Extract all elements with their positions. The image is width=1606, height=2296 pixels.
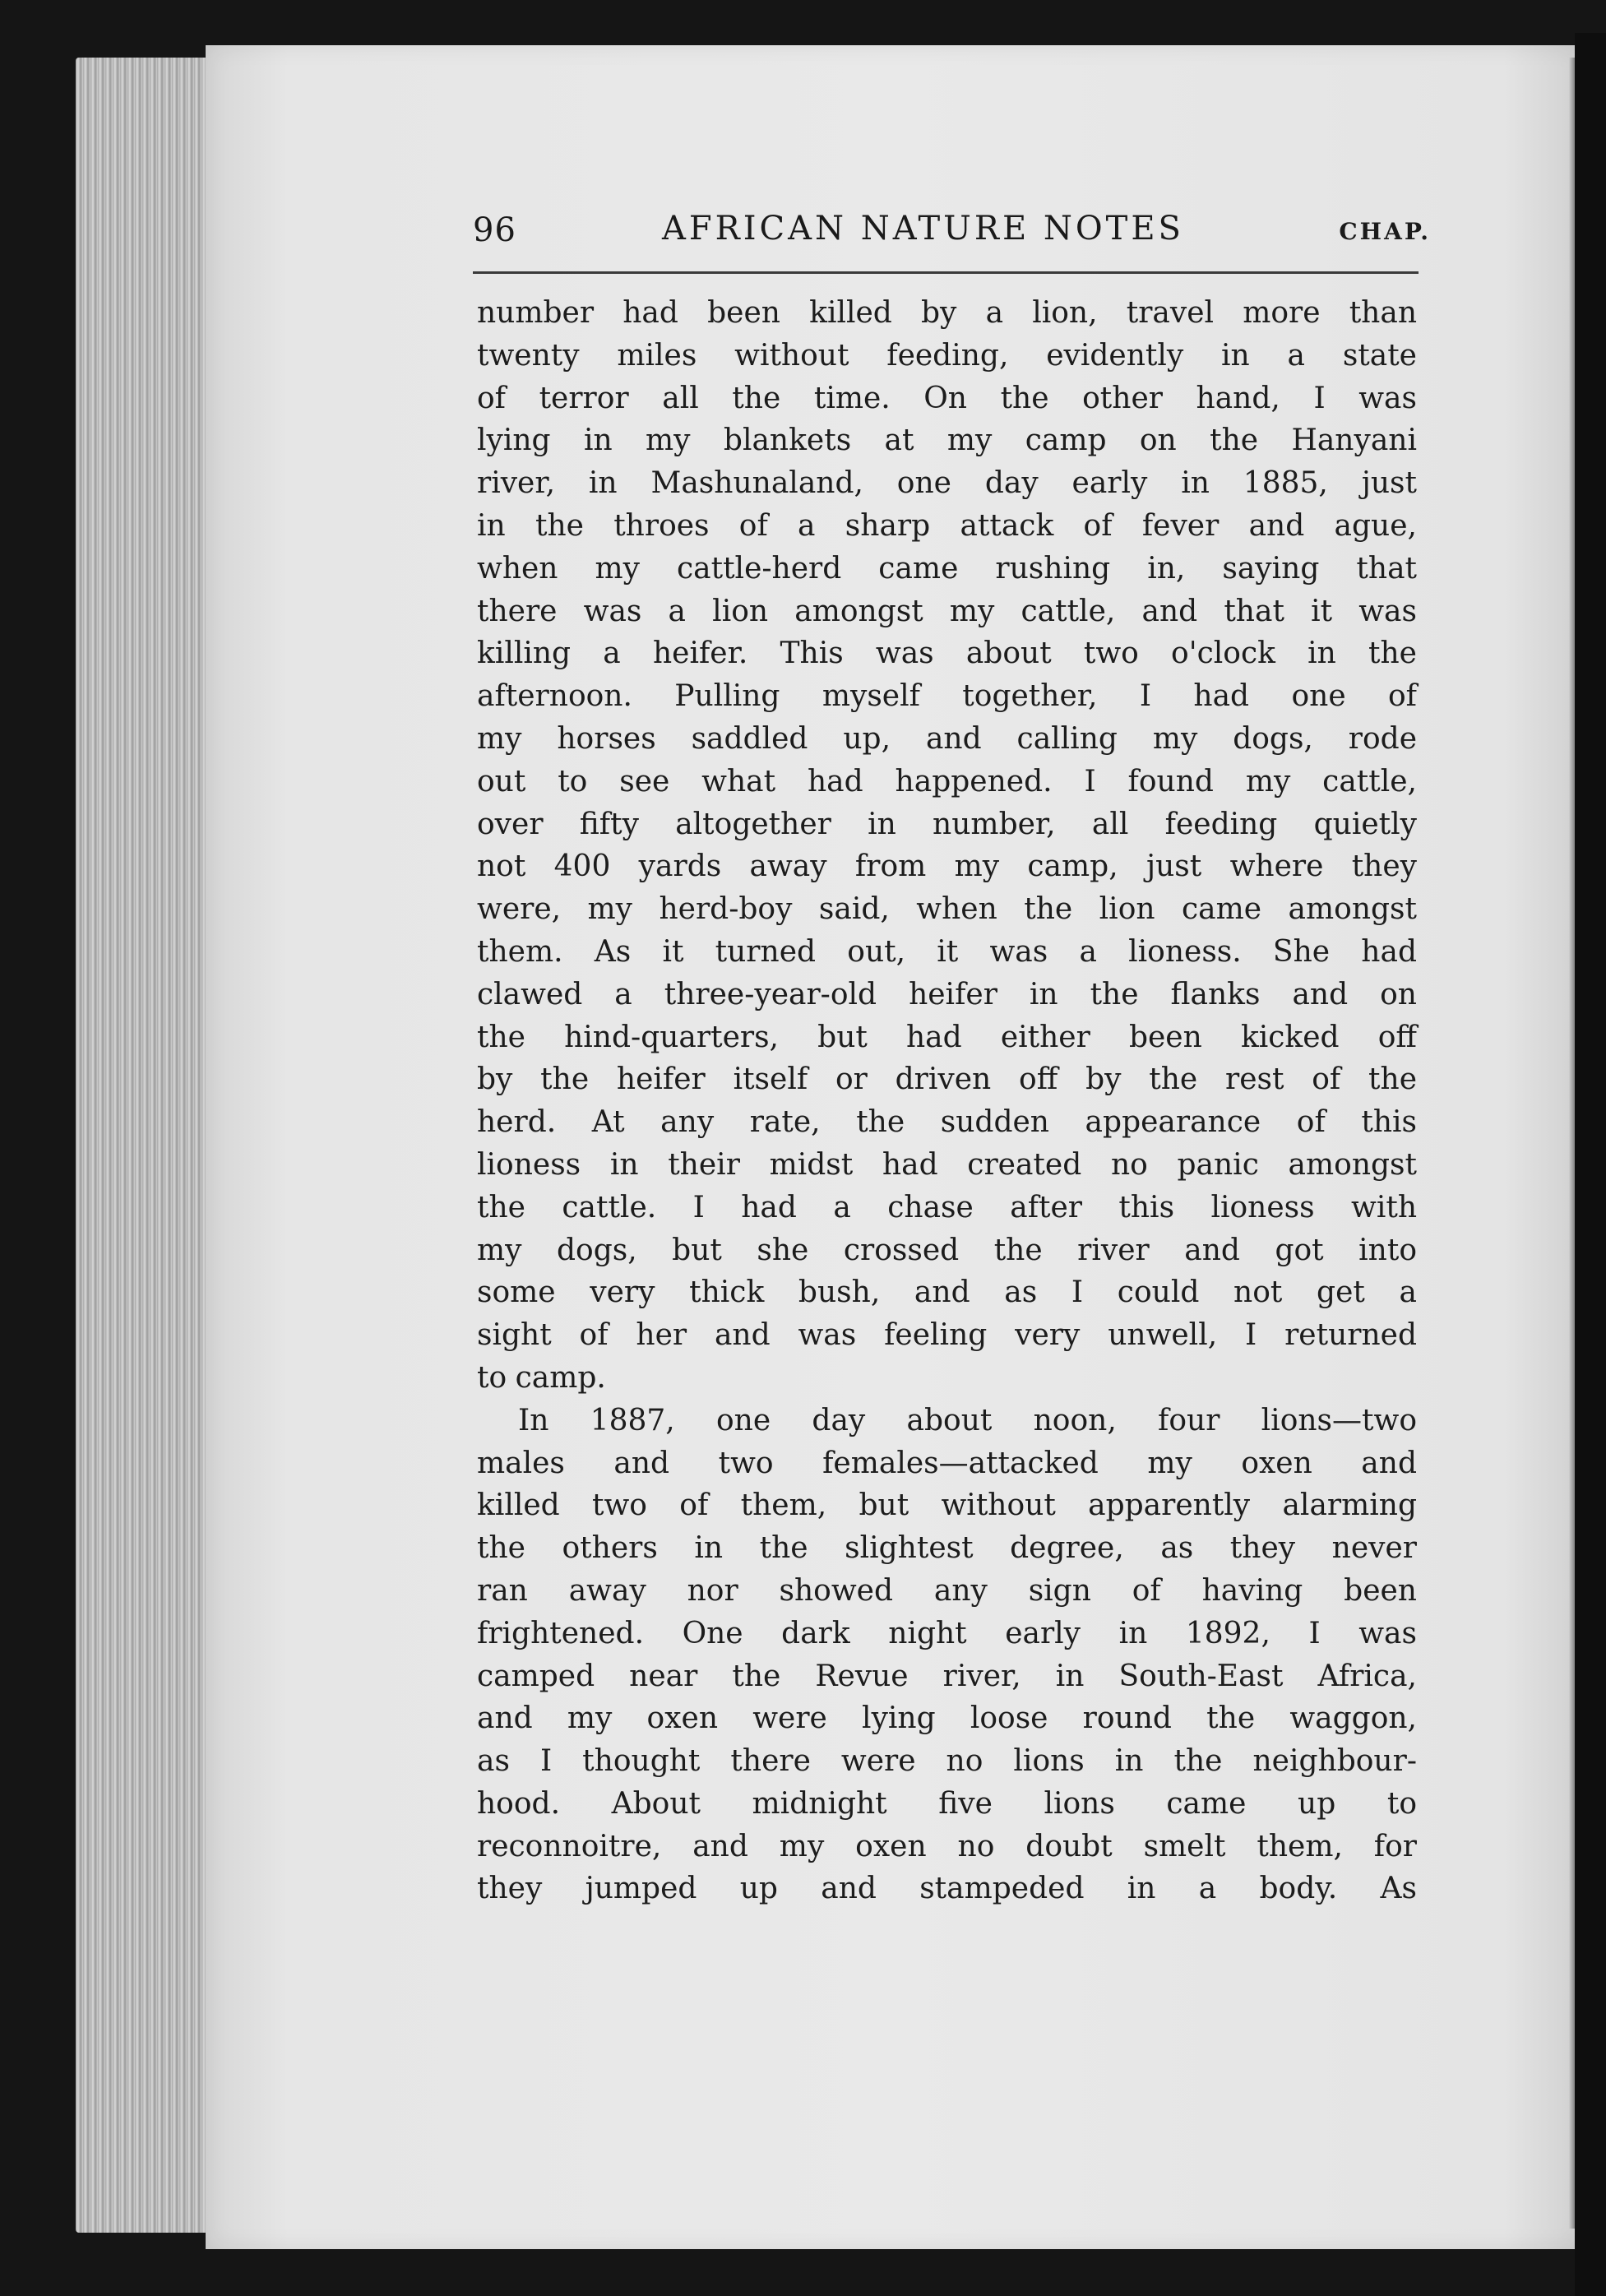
- text-line: males and two females—attacked my oxen and: [477, 1446, 1417, 1480]
- header-rule: [473, 271, 1419, 274]
- text-line: some very thick bush, and as I could not get a: [477, 1275, 1417, 1310]
- text-line: of terror all the time. On the other hand, I was: [477, 381, 1417, 415]
- text-line: and my oxen were lying loose round the waggon,: [477, 1701, 1417, 1736]
- text-line: they jumped up and stampeded in a body. As: [477, 1872, 1417, 1906]
- text-line: my dogs, but she crossed the river and got into: [477, 1233, 1417, 1267]
- text-line: to camp.: [477, 1360, 606, 1395]
- text-line: frightened. One dark night early in 1892, I was: [477, 1616, 1417, 1650]
- text-line: the hind-quarters, but had either been kicked off: [477, 1020, 1417, 1054]
- text-line: in the throes of a sharp attack of fever and ague,: [477, 508, 1417, 543]
- text-line: In 1887, one day about noon, four lions—two: [518, 1403, 1417, 1437]
- text-line: out to see what had happened. I found my cattle,: [477, 764, 1417, 799]
- text-line: killing a heifer. This was about two o'clock in the: [477, 636, 1417, 671]
- chapter-label: CHAP.: [1339, 218, 1431, 245]
- text-line: them. As it turned out, it was a lioness. She had: [477, 934, 1417, 969]
- text-line: as I thought there were no lions in the neighbour-: [477, 1744, 1417, 1779]
- text-line: when my cattle-herd came rushing in, saying that: [477, 551, 1417, 586]
- text-line: over fifty altogether in number, all feeding quietly: [477, 807, 1417, 841]
- text-line: ran away nor showed any sign of having been: [477, 1573, 1417, 1608]
- text-line: lying in my blankets at my camp on the Hanyani: [477, 424, 1417, 458]
- running-head: AFRICAN NATURE NOTES: [662, 210, 1184, 248]
- text-line: my horses saddled up, and calling my dogs, rode: [477, 721, 1417, 756]
- text-line: hood. About midnight five lions came up to: [477, 1786, 1417, 1821]
- text-line: camped near the Revue river, in South-East Africa,: [477, 1659, 1417, 1693]
- page-number: 96: [473, 211, 516, 249]
- text-line: afternoon. Pulling myself together, I had one of: [477, 679, 1417, 714]
- text-line: river, in Mashunaland, one day early in 1885, just: [477, 466, 1417, 501]
- text-line: sight of her and was feeling very unwell, I returned: [477, 1318, 1417, 1353]
- text-line: not 400 yards away from my camp, just where they: [477, 849, 1417, 884]
- text-line: killed two of them, but without apparently alarming: [477, 1488, 1417, 1523]
- text-line: twenty miles without feeding, evidently in a state: [477, 338, 1417, 373]
- text-line: number had been killed by a lion, travel more than: [477, 296, 1417, 330]
- text-line: were, my herd-boy said, when the lion came amongst: [477, 892, 1417, 927]
- text-line: reconnoitre, and my oxen no doubt smelt them, for: [477, 1829, 1417, 1863]
- text-line: clawed a three-year-old heifer in the flanks and on: [477, 977, 1417, 1011]
- text-line: herd. At any rate, the sudden appearance of this: [477, 1105, 1417, 1140]
- text-line: the cattle. I had a chase after this lioness with: [477, 1190, 1417, 1224]
- page-header: [473, 210, 1431, 267]
- binding-gutter: [1575, 33, 1606, 2296]
- text-line: the others in the slightest degree, as they never: [477, 1531, 1417, 1566]
- text-line: lioness in their midst had created no panic amongst: [477, 1147, 1417, 1182]
- text-line: by the heifer itself or driven off by the rest of the: [477, 1062, 1417, 1097]
- text-line: there was a lion amongst my cattle, and that it was: [477, 594, 1417, 628]
- body-text: [477, 292, 1417, 1910]
